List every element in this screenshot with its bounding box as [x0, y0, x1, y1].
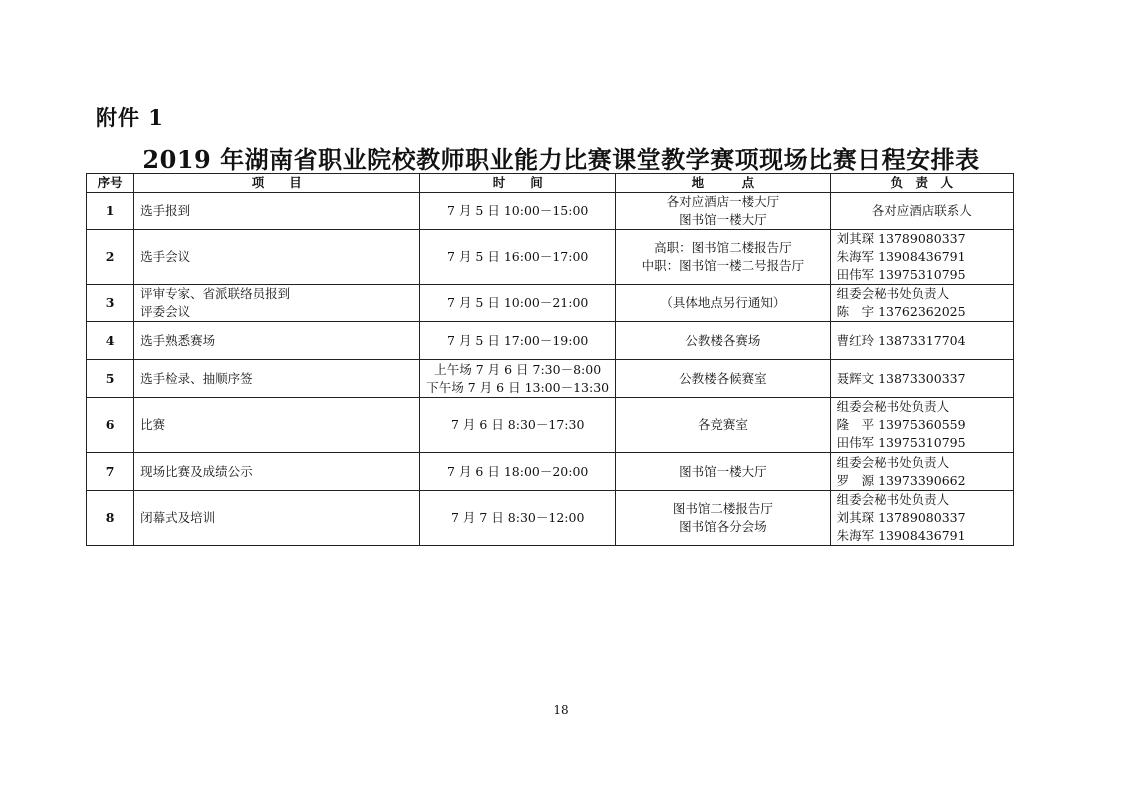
place-line: 各竞赛室 — [697, 417, 748, 432]
place-line: 图书馆二楼报告厅 — [672, 501, 773, 516]
document-title: 2019 年湖南省职业院校教师职业能力比赛课堂教学赛项现场比赛日程安排表 — [142, 145, 980, 174]
row-owner — [830, 322, 1013, 360]
place-line: 图书馆一楼大厅 — [679, 212, 767, 227]
owner-line: 组委会秘书处负责人 — [836, 399, 950, 414]
owner-line: 朱海军 13908436791 — [836, 249, 966, 264]
owner-line: 隆 平 13975360559 — [836, 417, 966, 432]
owner-line: 罗 源 13973390662 — [836, 472, 966, 488]
owner-line: 组委会秘书处负责人 — [836, 492, 950, 507]
item-line: 闭幕式及培训 — [140, 510, 216, 525]
table-row — [87, 193, 1014, 230]
owner-line: 组委会秘书处负责人 — [836, 286, 950, 301]
row-item — [134, 322, 420, 360]
header-item: 项 目 — [134, 174, 420, 193]
row-number: 2 — [87, 230, 134, 285]
owner-line: 陈 宇 13762362025 — [836, 304, 966, 319]
time-line: 7 月 5 日 10:00－21:00 — [447, 295, 589, 310]
place-line: （具体地点另行通知） — [660, 295, 786, 310]
table-header-row — [87, 174, 1014, 193]
place-line: 图书馆一楼大厅 — [679, 463, 767, 479]
row-number: 5 — [87, 360, 134, 398]
row-owner — [830, 360, 1013, 398]
schedule-table — [86, 173, 1014, 546]
row-place — [616, 193, 830, 230]
place-line: 各对应酒店一楼大厅 — [666, 194, 780, 209]
owner-line: 田伟军 13975310795 — [836, 435, 966, 450]
row-owner — [830, 398, 1013, 453]
time-line: 7 月 6 日 18:00－20:00 — [447, 463, 589, 479]
place-line: 公教楼各赛场 — [685, 332, 761, 348]
time-line: 7 月 6 日 8:30－17:30 — [451, 417, 585, 432]
row-number: 6 — [87, 398, 134, 453]
attachment-label: 附件 1 — [96, 105, 164, 130]
row-place — [616, 322, 830, 360]
header-place: 地 点 — [616, 174, 830, 193]
time-line: 上午场 7 月 6 日 7:30－8:00 — [434, 361, 602, 377]
item-line: 选手报到 — [140, 203, 191, 218]
table-row — [87, 360, 1014, 398]
owner-line: 田伟军 13975310795 — [836, 267, 966, 282]
time-line: 7 月 5 日 17:00－19:00 — [447, 332, 589, 348]
time-line: 7 月 5 日 16:00－17:00 — [447, 249, 589, 264]
item-line: 比赛 — [140, 417, 166, 432]
row-number: 1 — [87, 193, 134, 230]
row-place — [616, 285, 830, 322]
header-owner: 负 责 人 — [830, 174, 1013, 193]
row-number: 4 — [87, 322, 134, 360]
row-time — [420, 453, 616, 491]
owner-line: 朱海军 13908436791 — [836, 528, 966, 543]
table-row — [87, 398, 1014, 453]
row-place — [616, 230, 830, 285]
row-item — [134, 285, 420, 322]
item-line: 选手熟悉赛场 — [140, 332, 216, 348]
header-no: 序号 — [87, 174, 134, 193]
time-line: 7 月 5 日 10:00－15:00 — [447, 203, 589, 218]
row-number: 3 — [87, 285, 134, 322]
table-row — [87, 285, 1014, 322]
row-time — [420, 322, 616, 360]
table-row — [87, 230, 1014, 285]
time-line: 下午场 7 月 6 日 13:00－13:30 — [426, 379, 610, 395]
owner-line: 曹红玲 13873317704 — [836, 332, 966, 348]
place-line: 图书馆各分会场 — [679, 519, 767, 534]
page-number: 18 — [553, 703, 569, 717]
row-time — [420, 285, 616, 322]
item-line: 选手检录、抽顺序签 — [140, 370, 253, 386]
owner-line: 刘其琛 13789080337 — [836, 510, 966, 525]
row-place — [616, 398, 830, 453]
row-owner — [830, 193, 1013, 230]
item-line: 评审专家、省派联络员报到 — [140, 286, 291, 301]
header-time: 时 间 — [420, 174, 616, 193]
row-time — [420, 398, 616, 453]
owner-line: 聂辉文 13873300337 — [836, 370, 966, 386]
row-place — [616, 491, 830, 546]
row-item — [134, 360, 420, 398]
row-time — [420, 230, 616, 285]
row-owner — [830, 491, 1013, 546]
row-place — [616, 360, 830, 398]
row-owner — [830, 453, 1013, 491]
table-row — [87, 491, 1014, 546]
row-item — [134, 193, 420, 230]
item-line: 选手会议 — [140, 249, 191, 264]
row-item — [134, 453, 420, 491]
row-item — [134, 491, 420, 546]
owner-line: 各对应酒店联系人 — [871, 203, 972, 218]
item-line: 评委会议 — [140, 304, 191, 319]
item-line: 现场比赛及成绩公示 — [140, 463, 253, 479]
table-row — [87, 322, 1014, 360]
row-number: 8 — [87, 491, 134, 546]
row-number: 7 — [87, 453, 134, 491]
row-item — [134, 230, 420, 285]
owner-line: 组委会秘书处负责人 — [836, 454, 950, 470]
row-time — [420, 491, 616, 546]
place-line: 高职：图书馆二楼报告厅 — [654, 240, 792, 255]
row-place — [616, 453, 830, 491]
time-line: 7 月 7 日 8:30－12:00 — [451, 510, 585, 525]
table-row — [87, 453, 1014, 491]
row-owner — [830, 285, 1013, 322]
place-line: 公教楼各候赛室 — [679, 370, 767, 386]
row-time — [420, 193, 616, 230]
row-time — [420, 360, 616, 398]
place-line: 中职：图书馆一楼二号报告厅 — [641, 258, 805, 273]
row-item — [134, 398, 420, 453]
row-owner — [830, 230, 1013, 285]
owner-line: 刘其琛 13789080337 — [836, 231, 966, 246]
